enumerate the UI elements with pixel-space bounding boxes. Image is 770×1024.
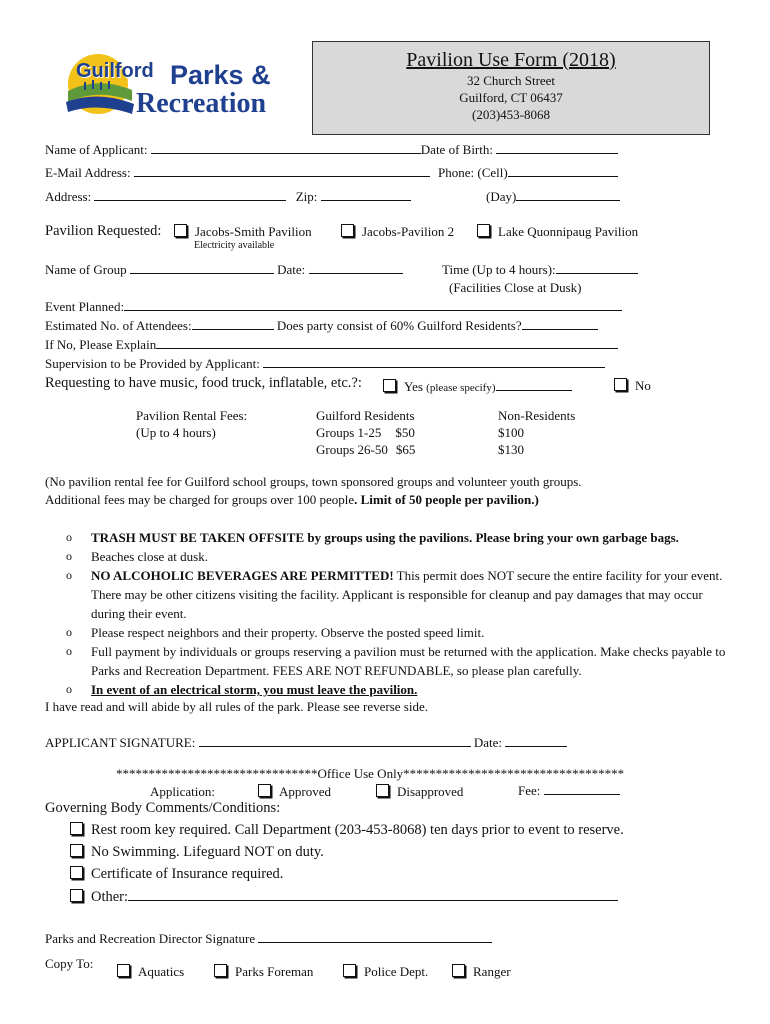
fee-note-line2a: Additional fees may be charged for groups over 100 people bbox=[45, 492, 355, 507]
zip-input[interactable] bbox=[321, 188, 411, 201]
checkbox-icon[interactable] bbox=[70, 822, 83, 835]
checkbox-icon[interactable] bbox=[70, 866, 83, 879]
copy-label: Police Dept. bbox=[364, 964, 429, 979]
fee-note-line2 bbox=[45, 491, 582, 509]
group-row bbox=[45, 261, 403, 278]
event-input[interactable] bbox=[124, 298, 622, 311]
event-date-input[interactable] bbox=[309, 261, 403, 274]
yes-specify-label: (please specify) bbox=[426, 382, 496, 394]
fees-subtitle: (Up to 4 hours) bbox=[136, 425, 216, 440]
supervision-row bbox=[45, 355, 605, 372]
fee-notes bbox=[45, 473, 582, 509]
header-box bbox=[312, 41, 710, 135]
bullet-icon: o bbox=[66, 530, 72, 544]
application-label: Application: bbox=[150, 784, 215, 799]
electricity-note: Electricity available bbox=[194, 240, 275, 251]
signature-input[interactable] bbox=[199, 734, 471, 747]
header-city: Guilford, CT 06437 bbox=[459, 90, 563, 105]
disapproved-option[interactable] bbox=[376, 784, 463, 800]
checkbox-icon[interactable] bbox=[117, 964, 130, 977]
applicant-name-row bbox=[45, 141, 618, 158]
signature-row bbox=[45, 734, 567, 751]
group-label: Name of Group bbox=[45, 262, 127, 277]
condition-restroom[interactable] bbox=[70, 822, 624, 839]
checkbox-icon[interactable] bbox=[341, 224, 354, 237]
rule-item bbox=[66, 547, 726, 566]
disapproved-label: Disapproved bbox=[397, 784, 464, 799]
requesting-label: Requesting to have music, food truck, inflatable, etc.?: bbox=[45, 375, 362, 391]
signature-date-label: Date: bbox=[473, 735, 503, 750]
group-small-price: $50 bbox=[395, 425, 415, 440]
condition-insurance[interactable] bbox=[70, 866, 283, 883]
phone-cell-input[interactable] bbox=[508, 164, 618, 177]
rule-text: This permit does NOT secure the entire facility for your event. There may be other citizens visiting the facility. Applicant is responsible for cleanup and pay damages that may occur during their event. bbox=[91, 568, 723, 621]
supervision-label: Supervision to be Provided by Applicant: bbox=[45, 356, 260, 371]
form-title: Pavilion Use Form (2018) bbox=[406, 49, 616, 71]
signature-date-input[interactable] bbox=[505, 734, 567, 747]
residents-group-large bbox=[316, 441, 415, 458]
explain-label: If No, Please Explain bbox=[45, 337, 157, 352]
rule-text: TRASH MUST BE TAKEN OFFSITE by groups using the pavilions. Please bring your own garbage bags. bbox=[91, 530, 679, 545]
day-phone-input[interactable] bbox=[516, 188, 620, 201]
copy-aquatics[interactable] bbox=[117, 964, 184, 980]
logo-line3: Recreation bbox=[136, 88, 267, 119]
residents-group-small bbox=[316, 424, 415, 441]
attendees-row bbox=[45, 317, 598, 334]
bullet-icon: o bbox=[66, 625, 72, 639]
director-row bbox=[45, 930, 492, 947]
explain-input[interactable] bbox=[156, 336, 618, 349]
rule-text: In event of an electrical storm, you must leave the pavilion. bbox=[91, 682, 418, 697]
fees-col2 bbox=[316, 407, 415, 458]
copy-parks-foreman[interactable] bbox=[214, 964, 313, 980]
other-input[interactable] bbox=[128, 888, 618, 901]
pavilion-option-quonnipaug[interactable] bbox=[477, 224, 638, 240]
dob-label: Date of Birth: bbox=[420, 142, 493, 157]
applicant-name-input[interactable] bbox=[151, 141, 421, 154]
address-label: Address: bbox=[45, 189, 92, 204]
applicant-name-label: Name of Applicant: bbox=[45, 142, 148, 157]
address-row bbox=[45, 188, 411, 205]
event-label: Event Planned: bbox=[45, 299, 125, 314]
header-phone: (203)453-8068 bbox=[472, 107, 550, 122]
checkbox-icon[interactable] bbox=[614, 378, 627, 391]
close-note: (Facilities Close at Dusk) bbox=[449, 280, 582, 295]
phone-cell-row bbox=[438, 164, 618, 181]
yes-specify-input[interactable] bbox=[496, 378, 572, 391]
rule-item bbox=[66, 642, 726, 680]
no-label: No bbox=[635, 378, 651, 393]
bullet-icon: o bbox=[66, 682, 72, 696]
yes-label: Yes bbox=[404, 379, 423, 394]
rule-item bbox=[66, 566, 726, 623]
email-input[interactable] bbox=[134, 164, 430, 177]
agreement-text: I have read and will abide by all rules of the park. Please see reverse side. bbox=[45, 699, 428, 714]
condition-label: Rest room key required. Call Department (203-453-8068) ten days prior to event to reserve. bbox=[91, 822, 624, 838]
email-label: E-Mail Address: bbox=[45, 165, 131, 180]
approved-option[interactable] bbox=[258, 784, 331, 800]
day-phone-label: (Day) bbox=[486, 189, 517, 204]
office-use-banner: *******************************Office Use Only********************************** bbox=[116, 766, 625, 781]
bullet-icon: o bbox=[66, 549, 72, 563]
checkbox-icon[interactable] bbox=[452, 964, 465, 977]
copy-ranger[interactable] bbox=[452, 964, 511, 980]
rule-item bbox=[66, 528, 726, 547]
group-input[interactable] bbox=[130, 261, 274, 274]
dob-input[interactable] bbox=[496, 141, 618, 154]
bullet-icon: o bbox=[66, 644, 72, 658]
copy-to-label: Copy To: bbox=[45, 956, 94, 971]
checkbox-icon[interactable] bbox=[376, 784, 389, 797]
checkbox-icon[interactable] bbox=[70, 844, 83, 857]
requesting-yes[interactable] bbox=[383, 378, 572, 395]
nonresidents-small-price: $100 bbox=[498, 425, 524, 440]
zip-label: Zip: bbox=[295, 189, 318, 204]
pavilion-label: Pavilion Requested: bbox=[45, 223, 162, 239]
group-small-label: Groups 1-25 bbox=[316, 425, 382, 440]
pavilion-option-label: Jacobs-Pavilion 2 bbox=[362, 224, 455, 239]
event-row bbox=[45, 298, 622, 315]
rule-text: Full payment by individuals or groups reserving a pavilion must be returned with the application. Make checks payable to Parks and Recreation Department. FEES ARE NOT REFUNDABLE, so please plan carefully. bbox=[91, 644, 726, 678]
checkbox-icon[interactable] bbox=[70, 889, 83, 902]
condition-other[interactable] bbox=[70, 888, 618, 906]
logo-line2: Parks & bbox=[170, 60, 271, 90]
copy-label: Aquatics bbox=[138, 964, 185, 979]
rule-item bbox=[66, 623, 726, 642]
day-phone-row bbox=[486, 188, 620, 205]
time-label: Time (Up to 4 hours): bbox=[442, 262, 556, 277]
copy-police[interactable] bbox=[343, 964, 428, 980]
rule-item bbox=[66, 680, 726, 699]
group-large-label: Groups 26-50 bbox=[316, 442, 388, 457]
email-row bbox=[45, 164, 430, 181]
checkbox-icon[interactable] bbox=[343, 964, 356, 977]
rules-list bbox=[66, 528, 726, 699]
fees-col3 bbox=[498, 407, 575, 458]
phone-cell-label: Phone: (Cell) bbox=[438, 165, 508, 180]
time-input[interactable] bbox=[556, 261, 638, 274]
date-label: Date: bbox=[277, 262, 306, 277]
group-large-price: $65 bbox=[395, 442, 416, 457]
rule-text: Beaches close at dusk. bbox=[91, 549, 208, 564]
fees-col1 bbox=[136, 407, 247, 441]
requesting-no[interactable] bbox=[614, 378, 651, 394]
comments-label: Governing Body Comments/Conditions: bbox=[45, 800, 281, 816]
supervision-input[interactable] bbox=[263, 355, 605, 368]
residents-question: Does party consist of 60% Guilford Residents? bbox=[276, 318, 522, 333]
fees-title: Pavilion Rental Fees: bbox=[136, 408, 248, 423]
copy-label: Ranger bbox=[473, 964, 511, 979]
condition-label: Other: bbox=[91, 889, 129, 905]
header-street: 32 Church Street bbox=[466, 73, 556, 88]
pavilion-option-label: Jacobs-Smith Pavilion bbox=[195, 224, 312, 239]
fee-row bbox=[518, 782, 620, 799]
pavilion-option-jacobs-2[interactable] bbox=[341, 224, 454, 240]
checkbox-icon[interactable] bbox=[214, 964, 227, 977]
checkbox-icon[interactable] bbox=[258, 784, 271, 797]
checkbox-icon[interactable] bbox=[174, 224, 187, 237]
fee-note-line2b: . Limit of 50 people per pavilion.) bbox=[354, 492, 539, 507]
attendees-input[interactable] bbox=[192, 317, 274, 330]
bullet-icon: o bbox=[66, 568, 72, 582]
director-label: Parks and Recreation Director Signature bbox=[45, 931, 256, 946]
fee-note-line1: (No pavilion rental fee for Guilford school groups, town sponsored groups and volunteer youth groups. bbox=[45, 474, 582, 489]
fee-input[interactable] bbox=[544, 782, 620, 795]
condition-no-swimming[interactable] bbox=[70, 844, 324, 861]
fee-label: Fee: bbox=[518, 783, 541, 798]
logo-line1: Guilford bbox=[76, 60, 154, 82]
checkbox-icon[interactable] bbox=[383, 379, 396, 392]
condition-label: Certificate of Insurance required. bbox=[91, 866, 284, 882]
nonresidents-header: Non-Residents bbox=[498, 408, 576, 423]
copy-label: Parks Foreman bbox=[235, 964, 314, 979]
director-signature-input[interactable] bbox=[258, 930, 492, 943]
guilford-logo bbox=[62, 46, 292, 124]
explain-row bbox=[45, 336, 618, 353]
residents-input[interactable] bbox=[522, 317, 598, 330]
rule-text: Please respect neighbors and their property. Observe the posted speed limit. bbox=[91, 625, 485, 640]
pavilion-option-label: Lake Quonnipaug Pavilion bbox=[498, 224, 639, 239]
rule-text-bold: NO ALCOHOLIC BEVERAGES ARE PERMITTED! bbox=[91, 568, 394, 583]
condition-label: No Swimming. Lifeguard NOT on duty. bbox=[91, 844, 324, 860]
attendees-label: Estimated No. of Attendees: bbox=[45, 318, 192, 333]
time-row bbox=[442, 261, 638, 278]
address-input[interactable] bbox=[94, 188, 286, 201]
approved-label: Approved bbox=[279, 784, 331, 799]
residents-header: Guilford Residents bbox=[316, 408, 415, 423]
signature-label: APPLICANT SIGNATURE: bbox=[45, 735, 196, 750]
requesting-row bbox=[45, 375, 362, 392]
nonresidents-large-price: $130 bbox=[498, 442, 524, 457]
pavilion-option-jacobs-smith[interactable] bbox=[174, 224, 312, 240]
checkbox-icon[interactable] bbox=[477, 224, 490, 237]
